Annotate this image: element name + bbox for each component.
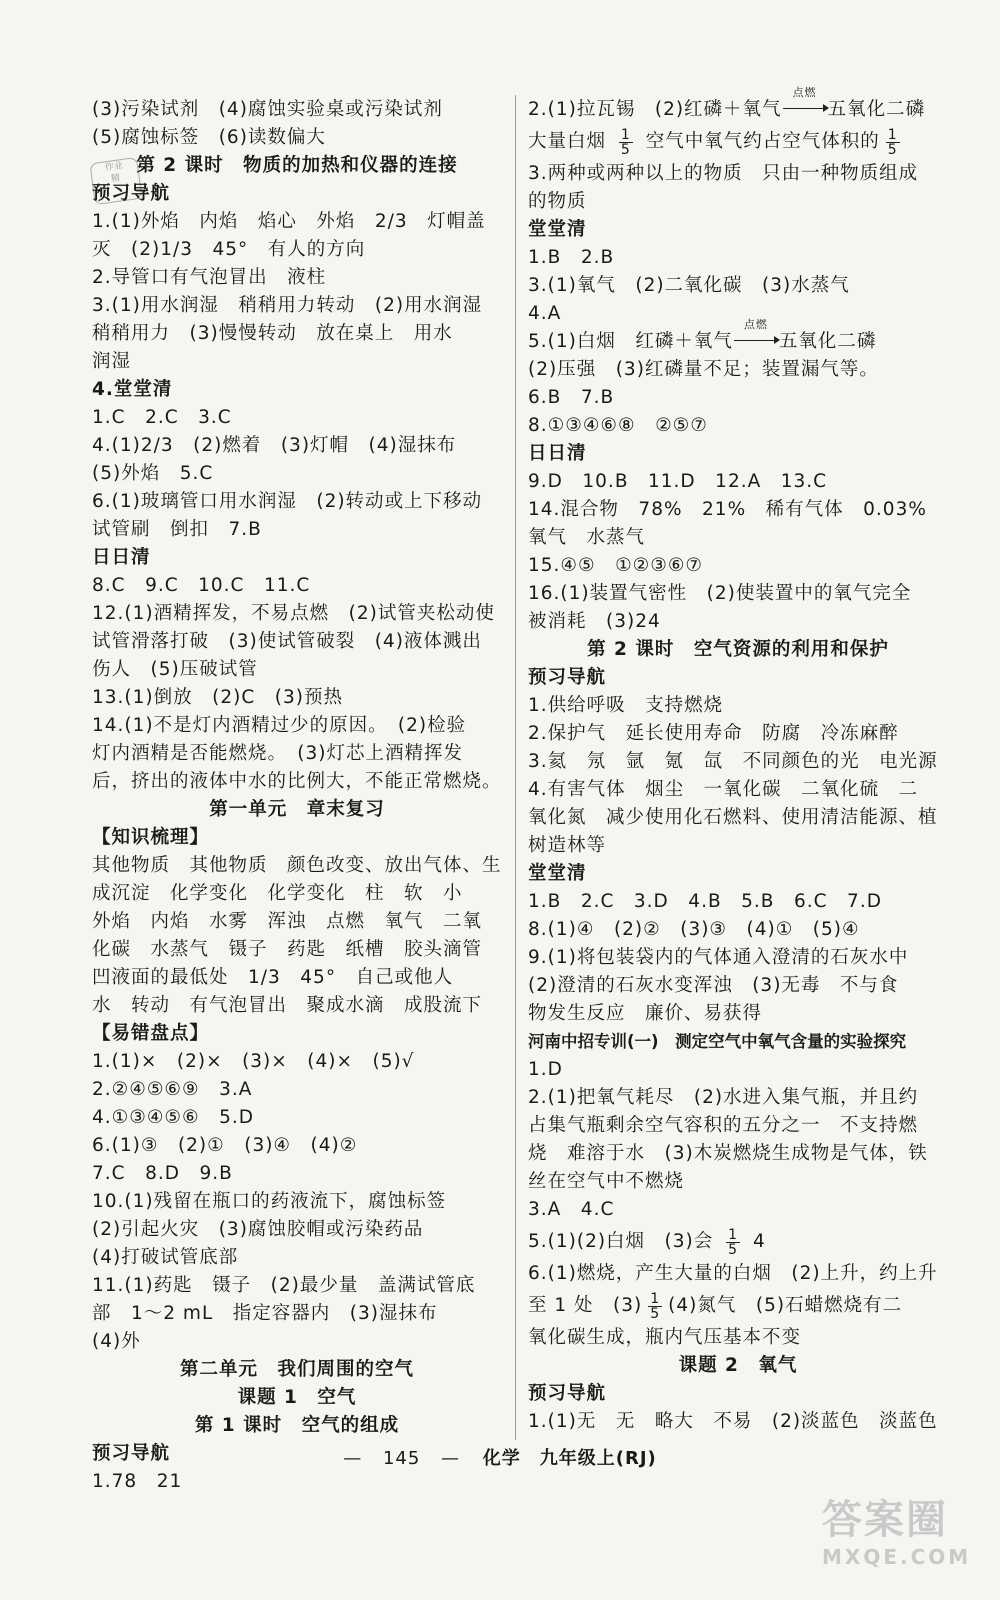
text-line: 大量白烟 $\frac{1}{5}$ 空气中氧气约占空气体积的 $\frac{1}{5}$: [528, 126, 898, 158]
text-line: 1.D: [528, 1059, 563, 1080]
text-line: 3.氦 氖 氩 氪 氙 不同颜色的光 电光源: [528, 751, 938, 772]
text-line: 物发生反应 廉价、易获得: [528, 1003, 763, 1024]
text-line: 4.有害气体 烟尘 一氧化碳 二氧化硫 二: [528, 779, 919, 800]
text-line: 被消耗 (3)24: [528, 611, 661, 632]
text-line: 4.①③④⑤⑥ 5.D: [92, 1107, 254, 1128]
text-line: 3.两种或两种以上的物质 只由一种物质组成: [528, 163, 919, 184]
section-label: 堂堂清: [528, 219, 587, 240]
fraction-one-fifth: $\frac{1}{5}$: [887, 126, 898, 158]
text-line: 占集气瓶剩余空气容积的五分之一 不支持燃: [528, 1115, 919, 1136]
text-line: 氧化氮 减少使用化石燃料、使用清洁能源、植: [528, 807, 938, 828]
text-line: 6.(1)③ (2)① (3)④ (4)②: [92, 1135, 358, 1156]
text-line: 2.(1)把氧气耗尽 (2)水进入集气瓶，并且约: [528, 1087, 919, 1108]
text-line: (4)打破试管底部: [92, 1247, 239, 1268]
special-training-heading: 河南中招专训(一) 测定空气中氧气含量的实验探究: [528, 1032, 907, 1051]
text-line: 7.C 8.D 9.B: [92, 1163, 233, 1184]
text-line: 8.C 9.C 10.C 11.C: [92, 575, 311, 596]
text-line: 3.(1)氧气 (2)二氧化碳 (3)水蒸气: [528, 275, 850, 296]
text-line: (3)污染试剂 (4)腐蚀实验桌或污染试剂: [92, 99, 443, 120]
text-line: 4.(1)2/3 (2)燃着 (3)灯帽 (4)湿抹布: [92, 435, 457, 456]
text-line: 凹液面的最低处 1/3 45° 自己或他人: [92, 967, 454, 988]
text-line: 的物质: [528, 191, 587, 212]
text-line: 3.(1)用水润湿 稍稍用力转动 (2)用水润湿: [92, 295, 483, 316]
unit-heading: 第一单元 章末复习: [209, 799, 385, 820]
left-column: [92, 96, 502, 1496]
text-line: 灯内酒精是否能燃烧。 (3)灯芯上酒精挥发: [92, 743, 463, 764]
fraction-one-fifth: $\frac{1}{5}$: [620, 126, 631, 158]
text-line: 1.供给呼吸 支持燃烧: [528, 695, 724, 716]
section-label: 日日清: [528, 443, 587, 464]
section-label: 【易错盘点】: [92, 1023, 210, 1044]
text-line: (4)外: [92, 1331, 141, 1352]
text-line: 13.(1)倒放 (2)C (3)预热: [92, 687, 343, 708]
section-label: 日日清: [92, 547, 151, 568]
text-line: 1.C 2.C 3.C: [92, 407, 232, 428]
text-line: 丝在空气中不燃烧: [528, 1171, 685, 1192]
section-label: 预习导航: [528, 667, 607, 688]
text-line: 1.B 2.C 3.D 4.B 5.B 6.C 7.D: [528, 891, 882, 912]
section-label: 预习导航: [92, 1443, 171, 1464]
text-line: 6.B 7.B: [528, 387, 615, 408]
subject-label: 化学 九年级上(RJ): [482, 1448, 657, 1469]
text-line: 9.(1)将包装袋内的气体通入澄清的石灰水中: [528, 947, 909, 968]
lesson-heading: 第 2 课时 物质的加热和仪器的连接: [136, 155, 458, 176]
text-line: 2.导管口有气泡冒出 液柱: [92, 267, 327, 288]
text-line: 树造林等: [528, 835, 607, 856]
text-line: 8.(1)④ (2)② (3)③ (4)① (5)④: [528, 919, 860, 940]
text-line: 润湿: [92, 351, 132, 372]
section-label: 4.堂堂清: [92, 379, 173, 400]
site-watermark: 答案圈 MXQE.COM: [822, 1497, 972, 1569]
text-line: 1.B 2.B: [528, 247, 615, 268]
text-line: 1.(1)× (2)× (3)× (4)× (5)√: [92, 1051, 415, 1072]
text-line: 化碳 水蒸气 镊子 药匙 纸槽 胶头滴管: [92, 939, 483, 960]
fraction-one-fifth: $\frac{1}{5}$: [650, 1290, 661, 1322]
text-line: (2)引起火灾 (3)腐蚀胶帽或污染药品: [92, 1219, 424, 1240]
text-line: 部 1～2 mL 指定容器内 (3)湿抹布: [92, 1303, 438, 1324]
right-column: [528, 86, 948, 1436]
text-line: 氧化碳生成，瓶内气压基本不变: [528, 1327, 802, 1348]
text-line: 4.A: [528, 303, 562, 324]
section-label: 预习导航: [92, 183, 171, 204]
text-line: (5)腐蚀标签 (6)读数偏大: [92, 127, 326, 148]
text-line: 至 1 处 (3) $\frac{1}{5}$ (4)氮气 (5)石蜡燃烧有二: [528, 1290, 903, 1322]
topic-heading: 课题 2 氧气: [678, 1355, 798, 1376]
text-line: 9.D 10.B 11.D 12.A 13.C: [528, 471, 828, 492]
text-line: 水 转动 有气泡冒出 聚成水滴 成股流下: [92, 995, 483, 1016]
page-number: 145: [382, 1448, 421, 1469]
text-line: 16.(1)装置气密性 (2)使装置中的氧气完全: [528, 583, 912, 604]
text-line: 5.(1)(2)白烟 (3)会 $\frac{1}{5}$ 4: [528, 1226, 766, 1258]
lesson-heading: 第 2 课时 空气资源的利用和保护: [587, 639, 889, 660]
text-line: 14.混合物 78% 21% 稀有气体 0.03%: [528, 499, 927, 520]
text-line: 8.①③④⑥⑧ ②⑤⑦: [528, 415, 708, 436]
text-line: 外焰 内焰 水雾 浑浊 点燃 氧气 二氧: [92, 911, 483, 932]
text-line: 2.②④⑤⑥⑨ 3.A: [92, 1079, 253, 1100]
text-line: 1.(1)外焰 内焰 焰心 外焰 2/3 灯帽盖: [92, 211, 486, 232]
text-line: 3.A 4.C: [528, 1199, 615, 1220]
text-line: 氧气 水蒸气: [528, 527, 646, 548]
text-line: (5)外焰 5.C: [92, 463, 214, 484]
text-line: 6.(1)燃烧，产生大量的白烟 (2)上升，约上升: [528, 1263, 938, 1284]
unit-heading: 第二单元 我们周围的空气: [179, 1359, 414, 1380]
page-footer: — 145 — 化学 九年级上(RJ): [343, 1448, 657, 1469]
text-line: 伤人 (5)压破试管: [92, 659, 258, 680]
reaction-arrow: 点燃: [733, 328, 779, 356]
lesson-heading: 第 1 课时 空气的组成: [194, 1415, 400, 1436]
text-line: 试管滑落打破 (3)使试管破裂 (4)液体溅出: [92, 631, 482, 652]
text-line: 11.(1)药匙 镊子 (2)最少量 盖满试管底: [92, 1275, 476, 1296]
section-label: 堂堂清: [528, 863, 587, 884]
text-line: 1.78 21: [92, 1471, 183, 1492]
text-line: 14.(1)不是灯内酒精过少的原因。 (2)检验: [92, 715, 467, 736]
topic-heading: 课题 1 空气: [237, 1387, 357, 1408]
text-line: 15.④⑤ ①②③⑥⑦: [528, 555, 704, 576]
section-label: 预习导航: [528, 1383, 607, 1404]
section-label: 【知识梳理】: [92, 827, 210, 848]
text-line: 2.保护气 延长使用寿命 防腐 冷冻麻醉: [528, 723, 899, 744]
text-line: 6.(1)玻璃管口用水润湿 (2)转动或上下移动: [92, 491, 483, 512]
equation-line: 5.(1)白烟 红磷＋氧气 点燃 五氧化二磷: [528, 328, 948, 356]
text-line: (2)压强 (3)红磷量不足；装置漏气等。: [528, 359, 879, 380]
text-line: 灭 (2)1/3 45° 有人的方向: [92, 239, 366, 260]
text-line: 1.(1)无 无 略大 不易 (2)淡蓝色 淡蓝色: [528, 1411, 938, 1432]
equation-line: 2.(1)拉瓦锡 (2)红磷＋氧气 点燃 五氧化二磷: [528, 96, 948, 124]
text-line: 12.(1)酒精挥发，不易点燃 (2)试管夹松动使: [92, 603, 495, 624]
homework-stamp: 作业 精: [89, 157, 142, 205]
text-line: 10.(1)残留在瓶口的药液流下，腐蚀标签: [92, 1191, 447, 1212]
text-line: 其他物质 其他物质 颜色改变、放出气体、生: [92, 855, 502, 876]
text-line: 后，挤出的液体中水的比例大，不能正常燃烧。: [92, 771, 502, 792]
text-line: 烧 难溶于水 (3)木炭燃烧生成物是气体，铁: [528, 1143, 928, 1164]
text-line: 稍稍用力 (3)慢慢转动 放在桌上 用水: [92, 323, 453, 344]
column-divider: [515, 95, 516, 1440]
fraction-one-fifth: $\frac{1}{5}$: [728, 1226, 739, 1258]
text-line: (2)澄清的石灰水变浑浊 (3)无毒 不与食: [528, 975, 899, 996]
text-line: 试管刷 倒扣 7.B: [92, 519, 262, 540]
reaction-arrow: 点燃: [782, 96, 828, 124]
text-line: 成沉淀 化学变化 化学变化 柱 软 小: [92, 883, 463, 904]
